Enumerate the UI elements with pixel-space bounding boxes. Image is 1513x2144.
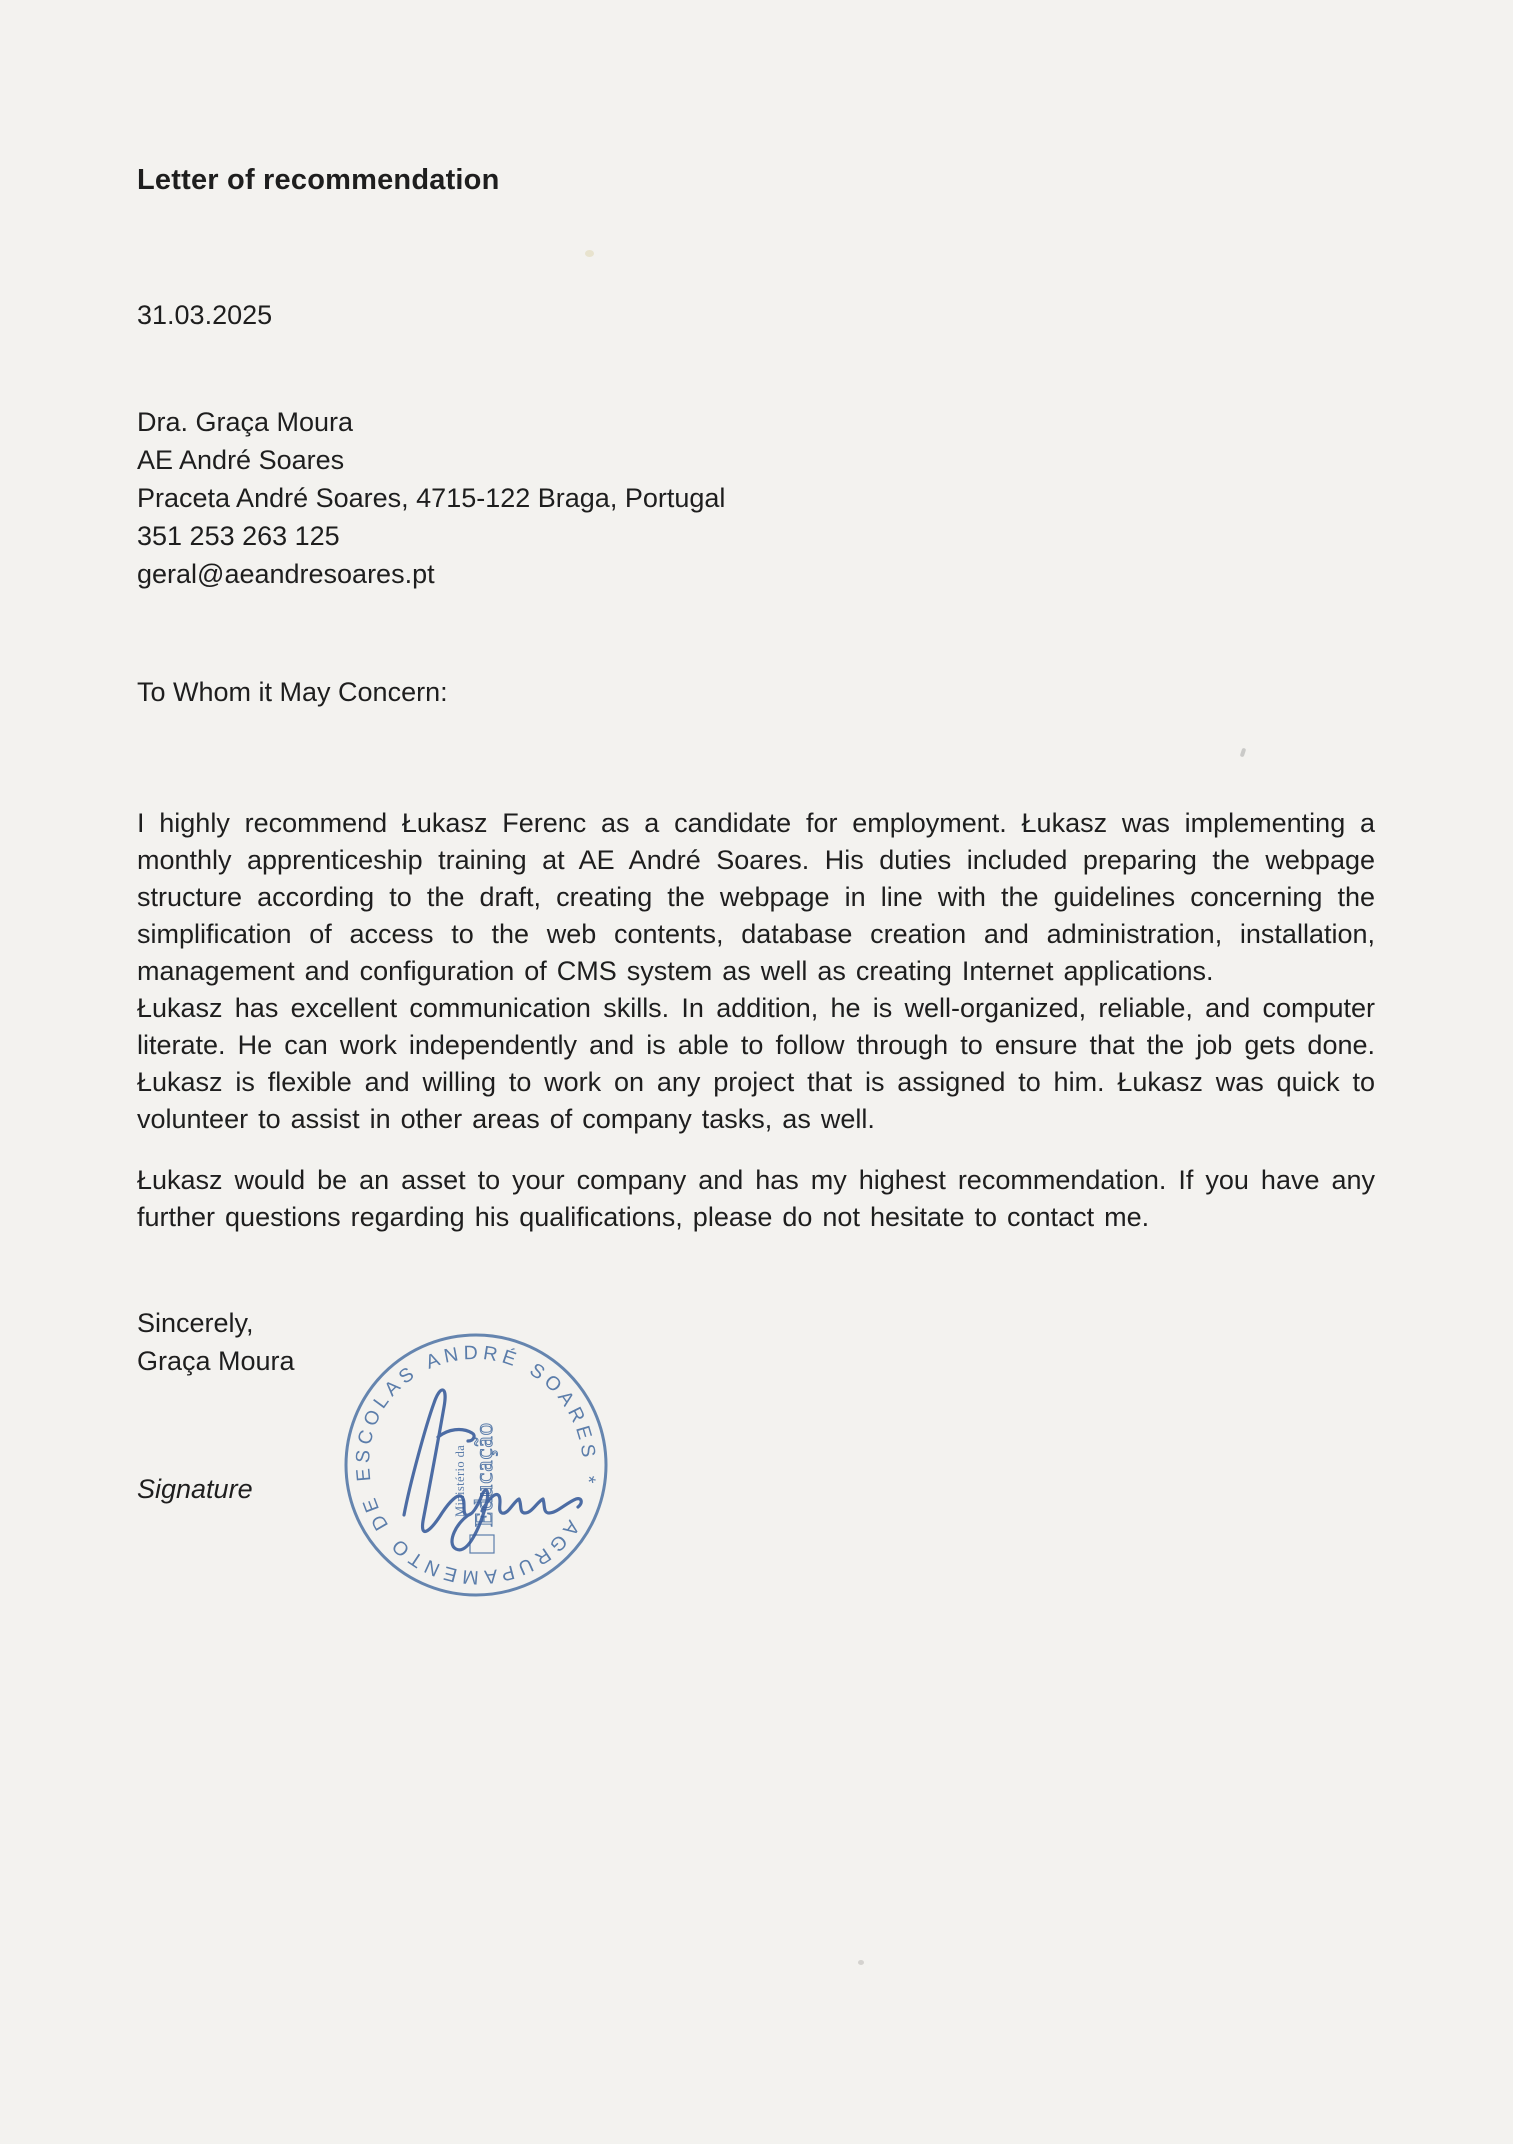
salutation: To Whom it May Concern: bbox=[137, 677, 448, 707]
stamp-graphic bbox=[326, 1315, 626, 1615]
body-paragraph-1: I highly recommend Łukasz Ferenc as a candidate for employment. Łukasz was implementing a monthly apprenticeship training at AE André Soares. His duties included preparing the webpage structure according to the draft, creating the webpage in line with the guidelines concerning the simplification of access to the web contents, database creation and administration, installation, management and configuration of CMS system as well as creating Internet applications. bbox=[137, 808, 1375, 986]
letter-body bbox=[137, 805, 1375, 1236]
closing-block bbox=[137, 1304, 295, 1380]
recipient-address-block bbox=[137, 403, 725, 593]
valediction: Sincerely, bbox=[137, 1308, 254, 1338]
recipient-name: Dra. Graça Moura bbox=[137, 407, 354, 437]
body-paragraph-3: Łukasz would be an asset to your company and has my highest recommendation. If you have any further questions regarding his qualifications, please do not hesitate to contact me. bbox=[137, 1165, 1375, 1232]
stamp-ring-text: AGRUPAMENTO DE ESCOLAS ANDRÉ SOARES * bbox=[351, 1341, 600, 1589]
school-rubber-stamp bbox=[326, 1315, 626, 1615]
recipient-street-address: Praceta André Soares, 4715-122 Braga, Portugal bbox=[137, 483, 726, 513]
recipient-phone: 351 253 263 125 bbox=[137, 521, 340, 551]
signature-label: Signature bbox=[137, 1474, 253, 1504]
scan-artifact bbox=[1240, 748, 1247, 758]
recipient-organization: AE André Soares bbox=[137, 445, 345, 475]
recipient-email: geral@aeandresoares.pt bbox=[137, 559, 435, 589]
stamp-inner-text-small: Ministério da bbox=[453, 1444, 467, 1517]
sender-name: Graça Moura bbox=[137, 1346, 295, 1376]
letter-date: 31.03.2025 bbox=[137, 300, 273, 330]
body-paragraph-2: Łukasz has excellent communication skills. In addition, he is well-organized, reliable, and computer literate. He can work independently and is able to follow through to ensure that the job gets done. Łukasz is flexible and willing to work on any project that is assigned to him. Łukasz was quick to volunteer to assist in other areas of company tasks, as well. bbox=[137, 993, 1375, 1134]
scan-artifact bbox=[585, 250, 594, 257]
stamp-inner-text-large: Educação bbox=[471, 1421, 498, 1527]
scan-artifact bbox=[858, 1960, 864, 1965]
letter-title: Letter of recommendation bbox=[137, 164, 500, 196]
